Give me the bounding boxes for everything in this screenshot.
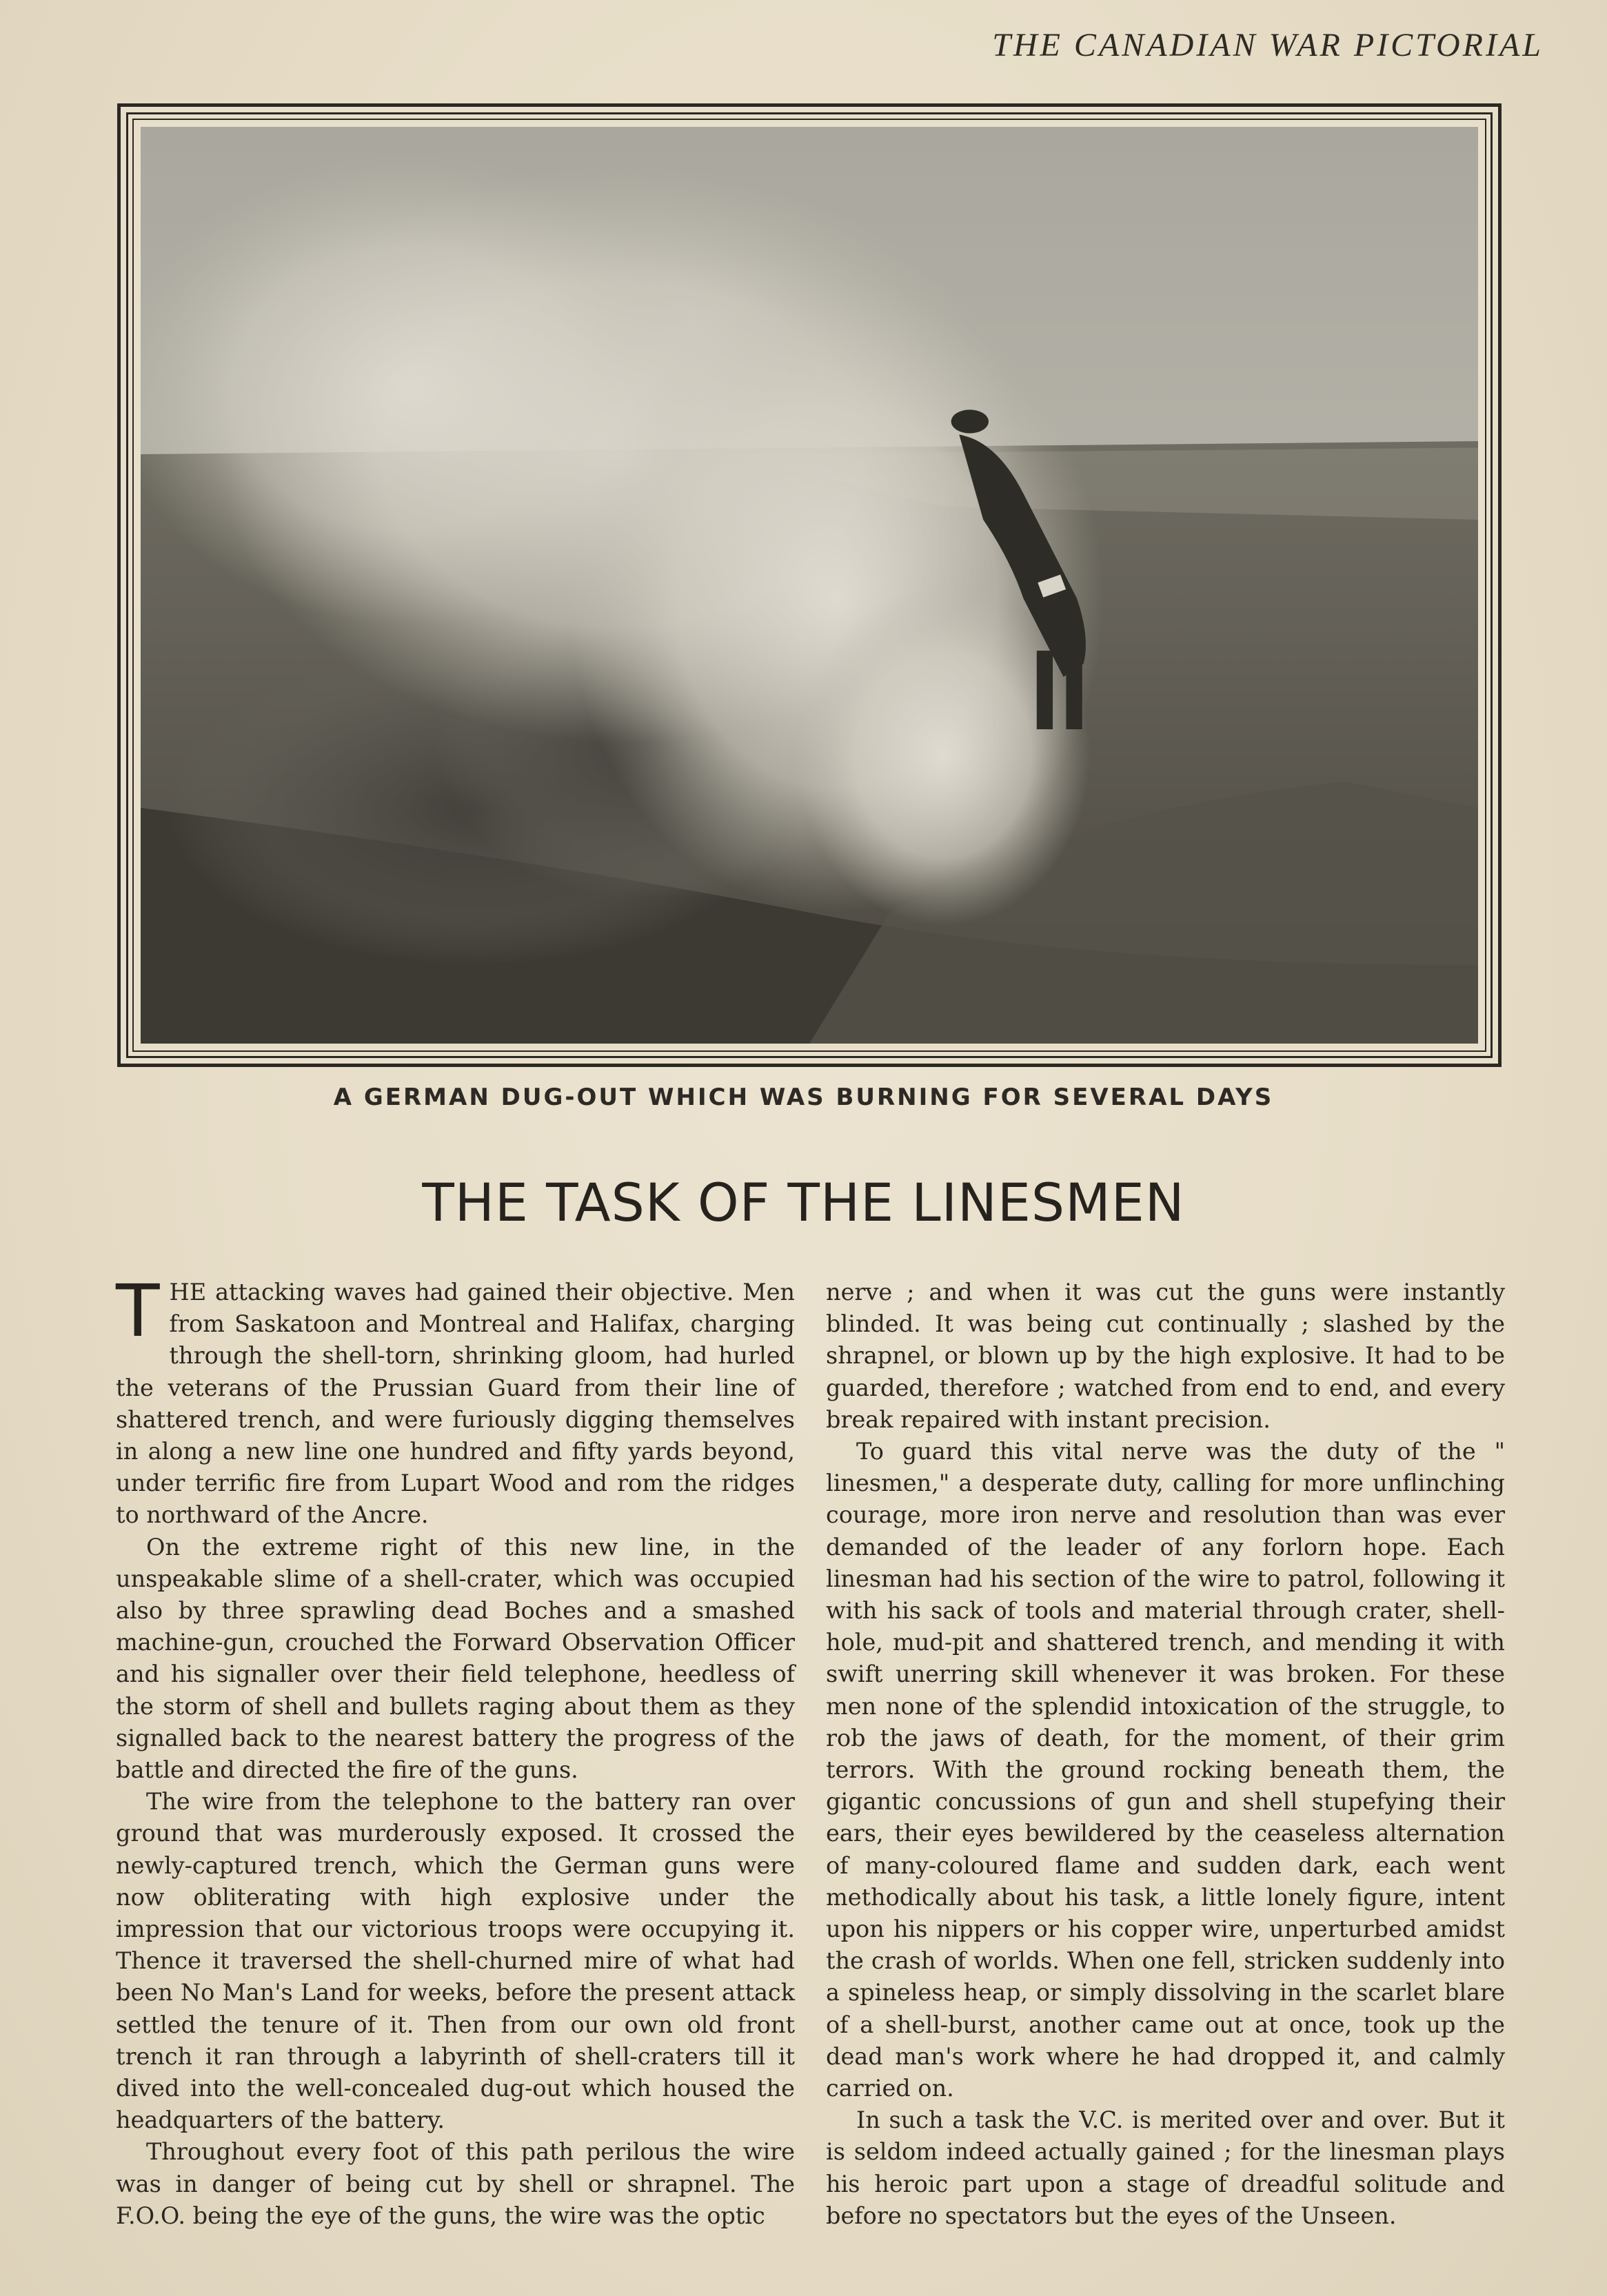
paragraph: nerve ; and when it was cut the guns were instantly blinded. It was being cut continually ; slashed by the shrapnel, or blown up by the high explosive. It had to be guarded, therefore ; watched from end to end, and every break repaired with instant precision.	[826, 1279, 1505, 1433]
paragraph-text: HE attacking waves had gained their objective. Men from Saskatoon and Montreal and Halifax, charging through the shell-torn, shrinking gloom, had hurled the veterans of the Prussian Guard from their line of shattered trench, and were furiously digging themselves in along a new line one hundred and fifty yards beyond, under terrific fire from Lupart Wood and rom the ridges to northward of the Ancre.	[116, 1279, 795, 1529]
article-title: THE TASK OF THE LINESMEN	[422, 1172, 1185, 1233]
photo-frame	[117, 103, 1502, 1067]
paragraph: In such a task the V.C. is merited over and over. But it is seldom indeed actually gained ; for the linesman plays his heroic part upon a stage of dreadful solitude and before no spectators but the eyes of the Unseen.	[826, 2106, 1505, 2229]
article-column-left	[116, 1269, 795, 2232]
article-column-right	[826, 1277, 1505, 2232]
photo-caption: A GERMAN DUG-OUT WHICH WAS BURNING FOR SEVERAL DAYS	[333, 1084, 1274, 1111]
dugout-smoke-photo	[141, 127, 1478, 1044]
drop-cap: T	[116, 1269, 160, 1353]
paragraph: The wire from the telephone to the battery ran over ground that was murderously exposed. It crossed the newly-captured trench, which the German guns were now obliterating with high explosive under the impression that our victorious troops were occupying it. Thence it traversed the shell-churned mire of what had been No Man's Land for weeks, before the present attack settled the tenure of it. Then from our own old front trench it ran through a labyrinth of shell-craters till it dived into the well-concealed dug-out which housed the headquarters of the battery.	[116, 1788, 795, 2134]
paragraph	[116, 1269, 795, 1532]
paragraph: On the extreme right of this new line, in the unspeakable slime of a shell-crater, which was occupied also by three sprawling dead Boches and a smashed machine-gun, crouched the Forward Observation Officer and his signaller over their field telephone, heedless of the storm of shell and bullets raging about them as they signalled back to the nearest battery the progress of the battle and directed the fire of the guns.	[116, 1533, 795, 1784]
paragraph: Throughout every foot of this path perilous the wire was in danger of being cut by shell or shrapnel. The F.O.O. being the eye of the guns, the wire was the optic	[116, 2138, 795, 2229]
running-head: THE CANADIAN WAR PICTORIAL	[992, 27, 1544, 63]
paragraph: To guard this vital nerve was the duty of the " linesmen," a desperate duty, calling for more unflinching courage, more iron nerve and resolution than was ever demanded of the leader of any forlorn hope. Each linesman had his section of the wire to patrol, following it with his sack of tools and material through crater, shell-hole, mud-pit and shattered trench, and mending it with swift unerring skill whenever it was broken. For these men none of the splendid intoxication of the struggle, to rob the jaws of death, for the moment, of their grim terrors. With the ground rocking beneath them, the gigantic concussions of gun and shell stupefying their ears, their eyes bewildered by the ceaseless alternation of many-coloured flame and sudden dark, each went methodically about his task, a little lonely figure, intent upon his nippers or his copper wire, unperturbed amidst the crash of worlds. When one fell, stricken suddenly into a spineless heap, or simply dissolving in the scarlet blare of a shell-burst, another came out at once, took up the dead man's work where he had dropped it, and calmly carried on.	[826, 1438, 1505, 2102]
